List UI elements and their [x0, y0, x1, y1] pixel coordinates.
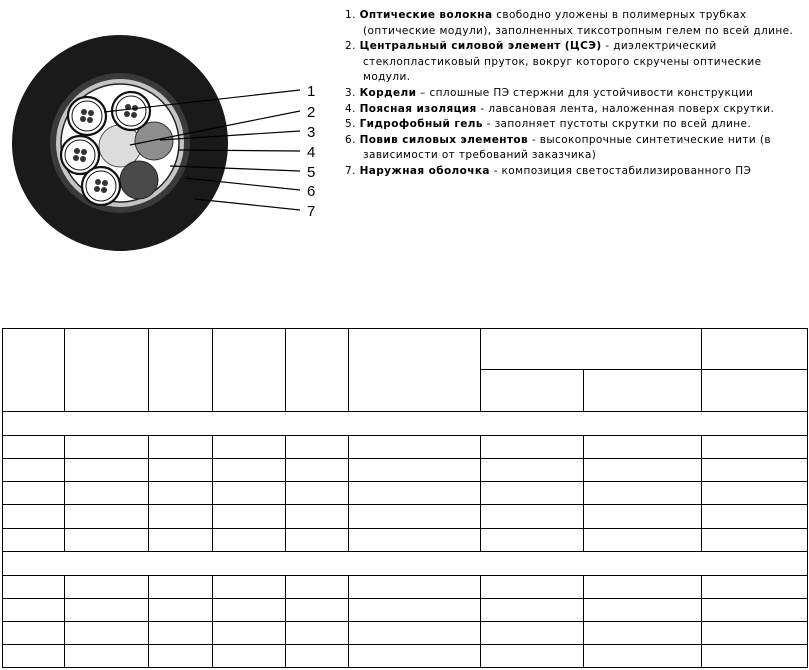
header-cell [349, 329, 481, 412]
callout-6: 6 [307, 183, 316, 200]
table-header-row-1 [3, 329, 808, 370]
header-cell [65, 329, 149, 412]
legend-term-5: Гидрофобный гель [359, 118, 483, 131]
legend-term-3: Кордели [359, 86, 417, 99]
legend-item-5: 5. Гидрофобный гель - заполняет пустоты скрутки по всей длине. [345, 118, 752, 131]
legend-item-7: 7. Наружная оболочка - композиция светостабилизированного ПЭ [345, 164, 752, 177]
legend-text-3: – сплошные ПЭ стержни для устойчивости конструкции [416, 86, 754, 99]
table-row [3, 459, 808, 482]
header-cell [481, 329, 702, 370]
legend-text-2: - диэлектрический стеклопластиковый пруток, вокруг которого скручены оптические модули. [363, 40, 762, 84]
legend-item-3: 3. Кордели – сплошные ПЭ стержни для устойчивости конструкции [345, 86, 754, 99]
legend-term-1: Оптические волокна [359, 9, 493, 21]
legend-item-4: 4. Поясная изоляция - лавсановая лента, наложенная поверх скрутки. [345, 102, 775, 115]
legend-term-2: Центральный силовой элемент (ЦСЭ) [359, 40, 602, 53]
legend-term-6: Повив силовых элементов [359, 133, 529, 146]
legend-term-7: Наружная оболочка [359, 164, 490, 177]
table-row [3, 644, 808, 667]
optical-module-1 [68, 97, 106, 135]
legend-item-2: 2. Центральный силовой элемент (ЦСЭ) - диэлектрический стеклопластиковый пруток, вокруг которого скручены оптические модули. [345, 40, 762, 84]
central-strength-member [99, 125, 141, 167]
legend-text-4: - лавсановая лента, наложенная поверх скрутки. [476, 102, 775, 115]
section-cell [3, 551, 808, 575]
legend-term-4: Поясная изоляция [359, 102, 477, 115]
spec-table [2, 328, 808, 668]
table-row [3, 505, 808, 528]
table-section-row [3, 551, 808, 575]
callout-2: 2 [307, 104, 316, 121]
legend-item-1: 1. Оптические волокна свободно уложены в полимерных трубках (оптические модули), заполненных тиксотропным гелем по всей длине. [345, 9, 794, 37]
header-cell [702, 370, 808, 412]
table-row [3, 436, 808, 459]
callout-3: 3 [307, 124, 316, 141]
legend-text-7: - композиция светостабилизированного ПЭ [489, 164, 752, 177]
header-cell [149, 329, 213, 412]
legend-item-6: 6. Повив силовых элементов - высокопрочные синтетические нити (в зависимости от требований заказчика) [345, 133, 771, 162]
table-row [3, 598, 808, 621]
cable-cross-section-figure [0, 0, 809, 300]
callout-7: 7 [307, 203, 316, 220]
legend-text-5: - заполняет пустоты скрутки по всей длине. [482, 118, 752, 131]
table-row [3, 482, 808, 505]
table-row [3, 528, 808, 551]
section-cell [3, 412, 808, 436]
legend-text-6: - высокопрочные синтетические нити (в зависимости от требований заказчика) [363, 133, 771, 162]
table-row [3, 621, 808, 644]
header-cell [3, 329, 65, 412]
header-cell [286, 329, 349, 412]
header-cell [584, 370, 702, 412]
table-row [3, 575, 808, 598]
callout-1: 1 [307, 83, 316, 100]
leader-line-7 [195, 199, 300, 210]
header-cell [213, 329, 286, 412]
cordel-bottom-right [120, 161, 158, 199]
legend-text-1: свободно уложены в полимерных трубках (оптические модули), заполненных тиксотропным гелем по всей длине. [363, 9, 794, 37]
optical-module-4 [82, 167, 120, 205]
callout-4: 4 [307, 144, 316, 161]
component-legend [345, 8, 805, 180]
table-section-row [3, 412, 808, 436]
header-cell [481, 370, 584, 412]
callout-5: 5 [307, 164, 316, 181]
header-cell [702, 329, 808, 370]
